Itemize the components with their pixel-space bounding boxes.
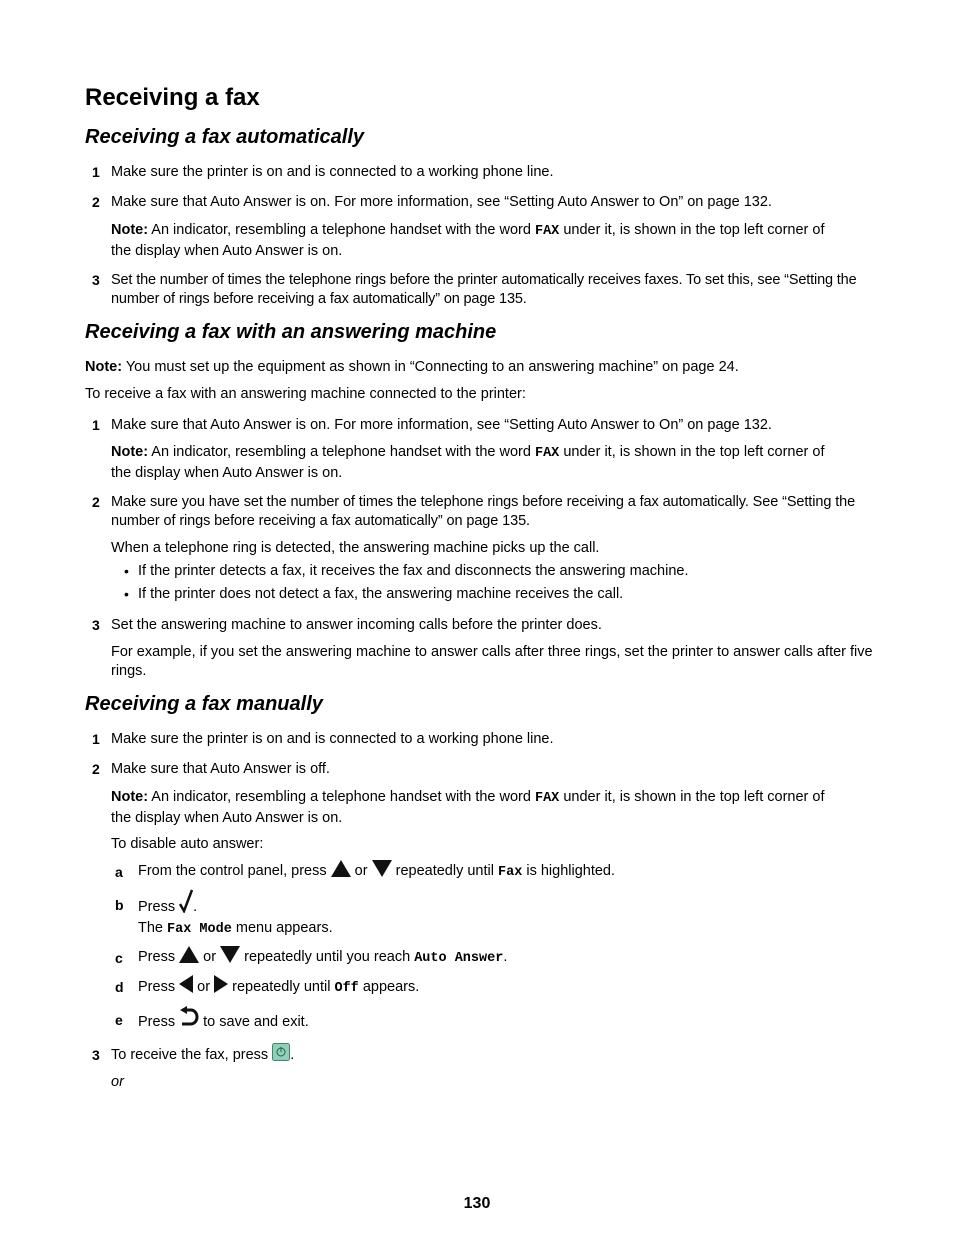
- substep-a: [138, 860, 615, 883]
- note: [111, 443, 824, 482]
- checkmark-icon: [179, 889, 193, 913]
- note-text: An indicator, resembling a telephone handset with the word: [151, 444, 531, 460]
- down-arrow-icon: [372, 860, 392, 877]
- paragraph: For example, if you set the answering machine to answer calls after three rings, set the printer to answer calls after five rings.: [111, 644, 873, 679]
- up-arrow-icon: [179, 946, 199, 963]
- note-text: the display when Auto Answer is on.: [111, 464, 343, 481]
- substep-text: repeatedly until: [395, 863, 494, 879]
- note: [85, 358, 739, 377]
- bullet-text: If the printer does not detect a fax, the answering machine receives the call.: [138, 586, 624, 602]
- step-number: 2: [92, 494, 100, 510]
- substep-letter: c: [115, 950, 123, 966]
- left-arrow-icon: [179, 975, 193, 993]
- note-text: the display when Auto Answer is on.: [111, 809, 343, 826]
- page-title: Receiving a fax: [85, 84, 260, 111]
- note-text: under it, is shown in the top left corner of: [563, 222, 825, 238]
- note-text: You must set up the equipment as shown in “Connecting to an answering machine” on page 24.: [125, 359, 739, 375]
- step-text: To receive the fax, press: [111, 1047, 269, 1063]
- step-text: Make sure the printer is on and is connected to a working phone line.: [111, 731, 554, 747]
- substep-text: Press: [138, 949, 176, 965]
- paragraph: To disable auto answer:: [111, 836, 264, 852]
- substep-text: or: [354, 863, 368, 879]
- note-text: under it, is shown in the top left corner of: [563, 444, 825, 460]
- section-heading-answering-machine: Receiving a fax with an answering machine: [85, 321, 497, 343]
- substep-b: [138, 889, 197, 917]
- menu-item-code: Off: [334, 981, 359, 996]
- substep-text: Press: [138, 899, 176, 915]
- step-text: Make sure that Auto Answer is on. For more information, see “Setting Auto Answer to On” on page 132.: [111, 194, 772, 210]
- back-icon: [179, 1006, 199, 1028]
- bullet-text: If the printer detects a fax, it receives the fax and disconnects the answering machine.: [138, 563, 689, 579]
- section-heading-automatic: Receiving a fax automatically: [85, 126, 365, 148]
- step-number: 2: [92, 194, 100, 210]
- menu-code: Fax Mode: [167, 922, 232, 937]
- substep-text: or: [203, 949, 217, 965]
- substep-text: Press: [138, 1014, 176, 1030]
- fax-word: FAX: [534, 446, 560, 461]
- substep-text: is highlighted.: [526, 863, 616, 879]
- note-text: An indicator, resembling a telephone handset with the word: [151, 222, 531, 238]
- substep-text: .: [503, 949, 508, 965]
- up-arrow-icon: [331, 860, 351, 877]
- step-number: 1: [92, 417, 100, 433]
- start-button-icon: [272, 1043, 290, 1061]
- substep-letter: e: [115, 1012, 123, 1028]
- step-number: 1: [92, 731, 100, 747]
- substep-text: to save and exit.: [203, 1014, 309, 1030]
- note-text: under it, is shown in the top left corner of: [563, 789, 825, 805]
- bullet-dot: •: [124, 586, 129, 602]
- substep-c: [138, 946, 507, 969]
- substep-text: From the control panel, press: [138, 863, 327, 879]
- substep-letter: b: [115, 897, 124, 913]
- substep-letter: d: [115, 979, 124, 995]
- note-label: Note:: [111, 789, 149, 805]
- note-text: An indicator, resembling a telephone handset with the word: [151, 789, 531, 805]
- or-text: or: [111, 1074, 124, 1090]
- substep-text: The: [138, 920, 163, 936]
- down-arrow-icon: [220, 946, 240, 963]
- substep-text: repeatedly until: [232, 979, 331, 995]
- step-text: Make sure that Auto Answer is off.: [111, 761, 330, 777]
- note: [111, 221, 824, 260]
- note: [111, 788, 824, 827]
- substep-text: .: [193, 899, 198, 915]
- step-number: 3: [92, 1047, 100, 1063]
- note-label: Note:: [111, 444, 149, 460]
- substep-text: Press: [138, 979, 176, 995]
- step-text: Set the number of times the telephone rings before the printer automatically receives faxes. To set this, see “Setting the number of rings before receiving a fax automatically” on page 135.: [111, 272, 857, 307]
- fax-word: FAX: [534, 224, 560, 239]
- step-number: 3: [92, 272, 100, 288]
- menu-item-code: Auto Answer: [414, 951, 504, 966]
- note-label: Note:: [85, 359, 123, 375]
- substep-text: or: [197, 979, 211, 995]
- step-text: Make sure you have set the number of times the telephone rings before receiving a fax automatically. See “Setting the number of rings before receiving a fax automatically” on page 135.: [111, 494, 856, 529]
- step-text: Make sure that Auto Answer is on. For more information, see “Setting Auto Answer to On” on page 132.: [111, 417, 772, 433]
- note-label: Note:: [111, 222, 149, 238]
- intro-text: To receive a fax with an answering machine connected to the printer:: [85, 386, 526, 402]
- right-arrow-icon: [214, 975, 228, 993]
- substep-b-result: [138, 919, 333, 940]
- substep-letter: a: [115, 864, 123, 880]
- note-text: the display when Auto Answer is on.: [111, 242, 343, 259]
- substep-text: menu appears.: [235, 920, 333, 936]
- step-number: 3: [92, 617, 100, 633]
- step-text: Make sure the printer is on and is connected to a working phone line.: [111, 164, 554, 180]
- step-text: [111, 1043, 294, 1065]
- substep-d: [138, 975, 419, 999]
- fax-word: FAX: [534, 791, 560, 806]
- step-text: Set the answering machine to answer incoming calls before the printer does.: [111, 617, 602, 633]
- substep-text: repeatedly until you reach: [244, 949, 411, 965]
- step-number: 1: [92, 164, 100, 180]
- step-number: 2: [92, 761, 100, 777]
- menu-item-code: Fax: [498, 865, 523, 880]
- bullet-dot: •: [124, 563, 129, 579]
- page-number: 130: [463, 1195, 491, 1212]
- section-heading-manual: Receiving a fax manually: [85, 693, 323, 715]
- substep-text: appears.: [362, 979, 420, 995]
- paragraph: When a telephone ring is detected, the answering machine picks up the call.: [111, 540, 600, 556]
- substep-e: [138, 1006, 309, 1032]
- step-text: .: [290, 1047, 295, 1063]
